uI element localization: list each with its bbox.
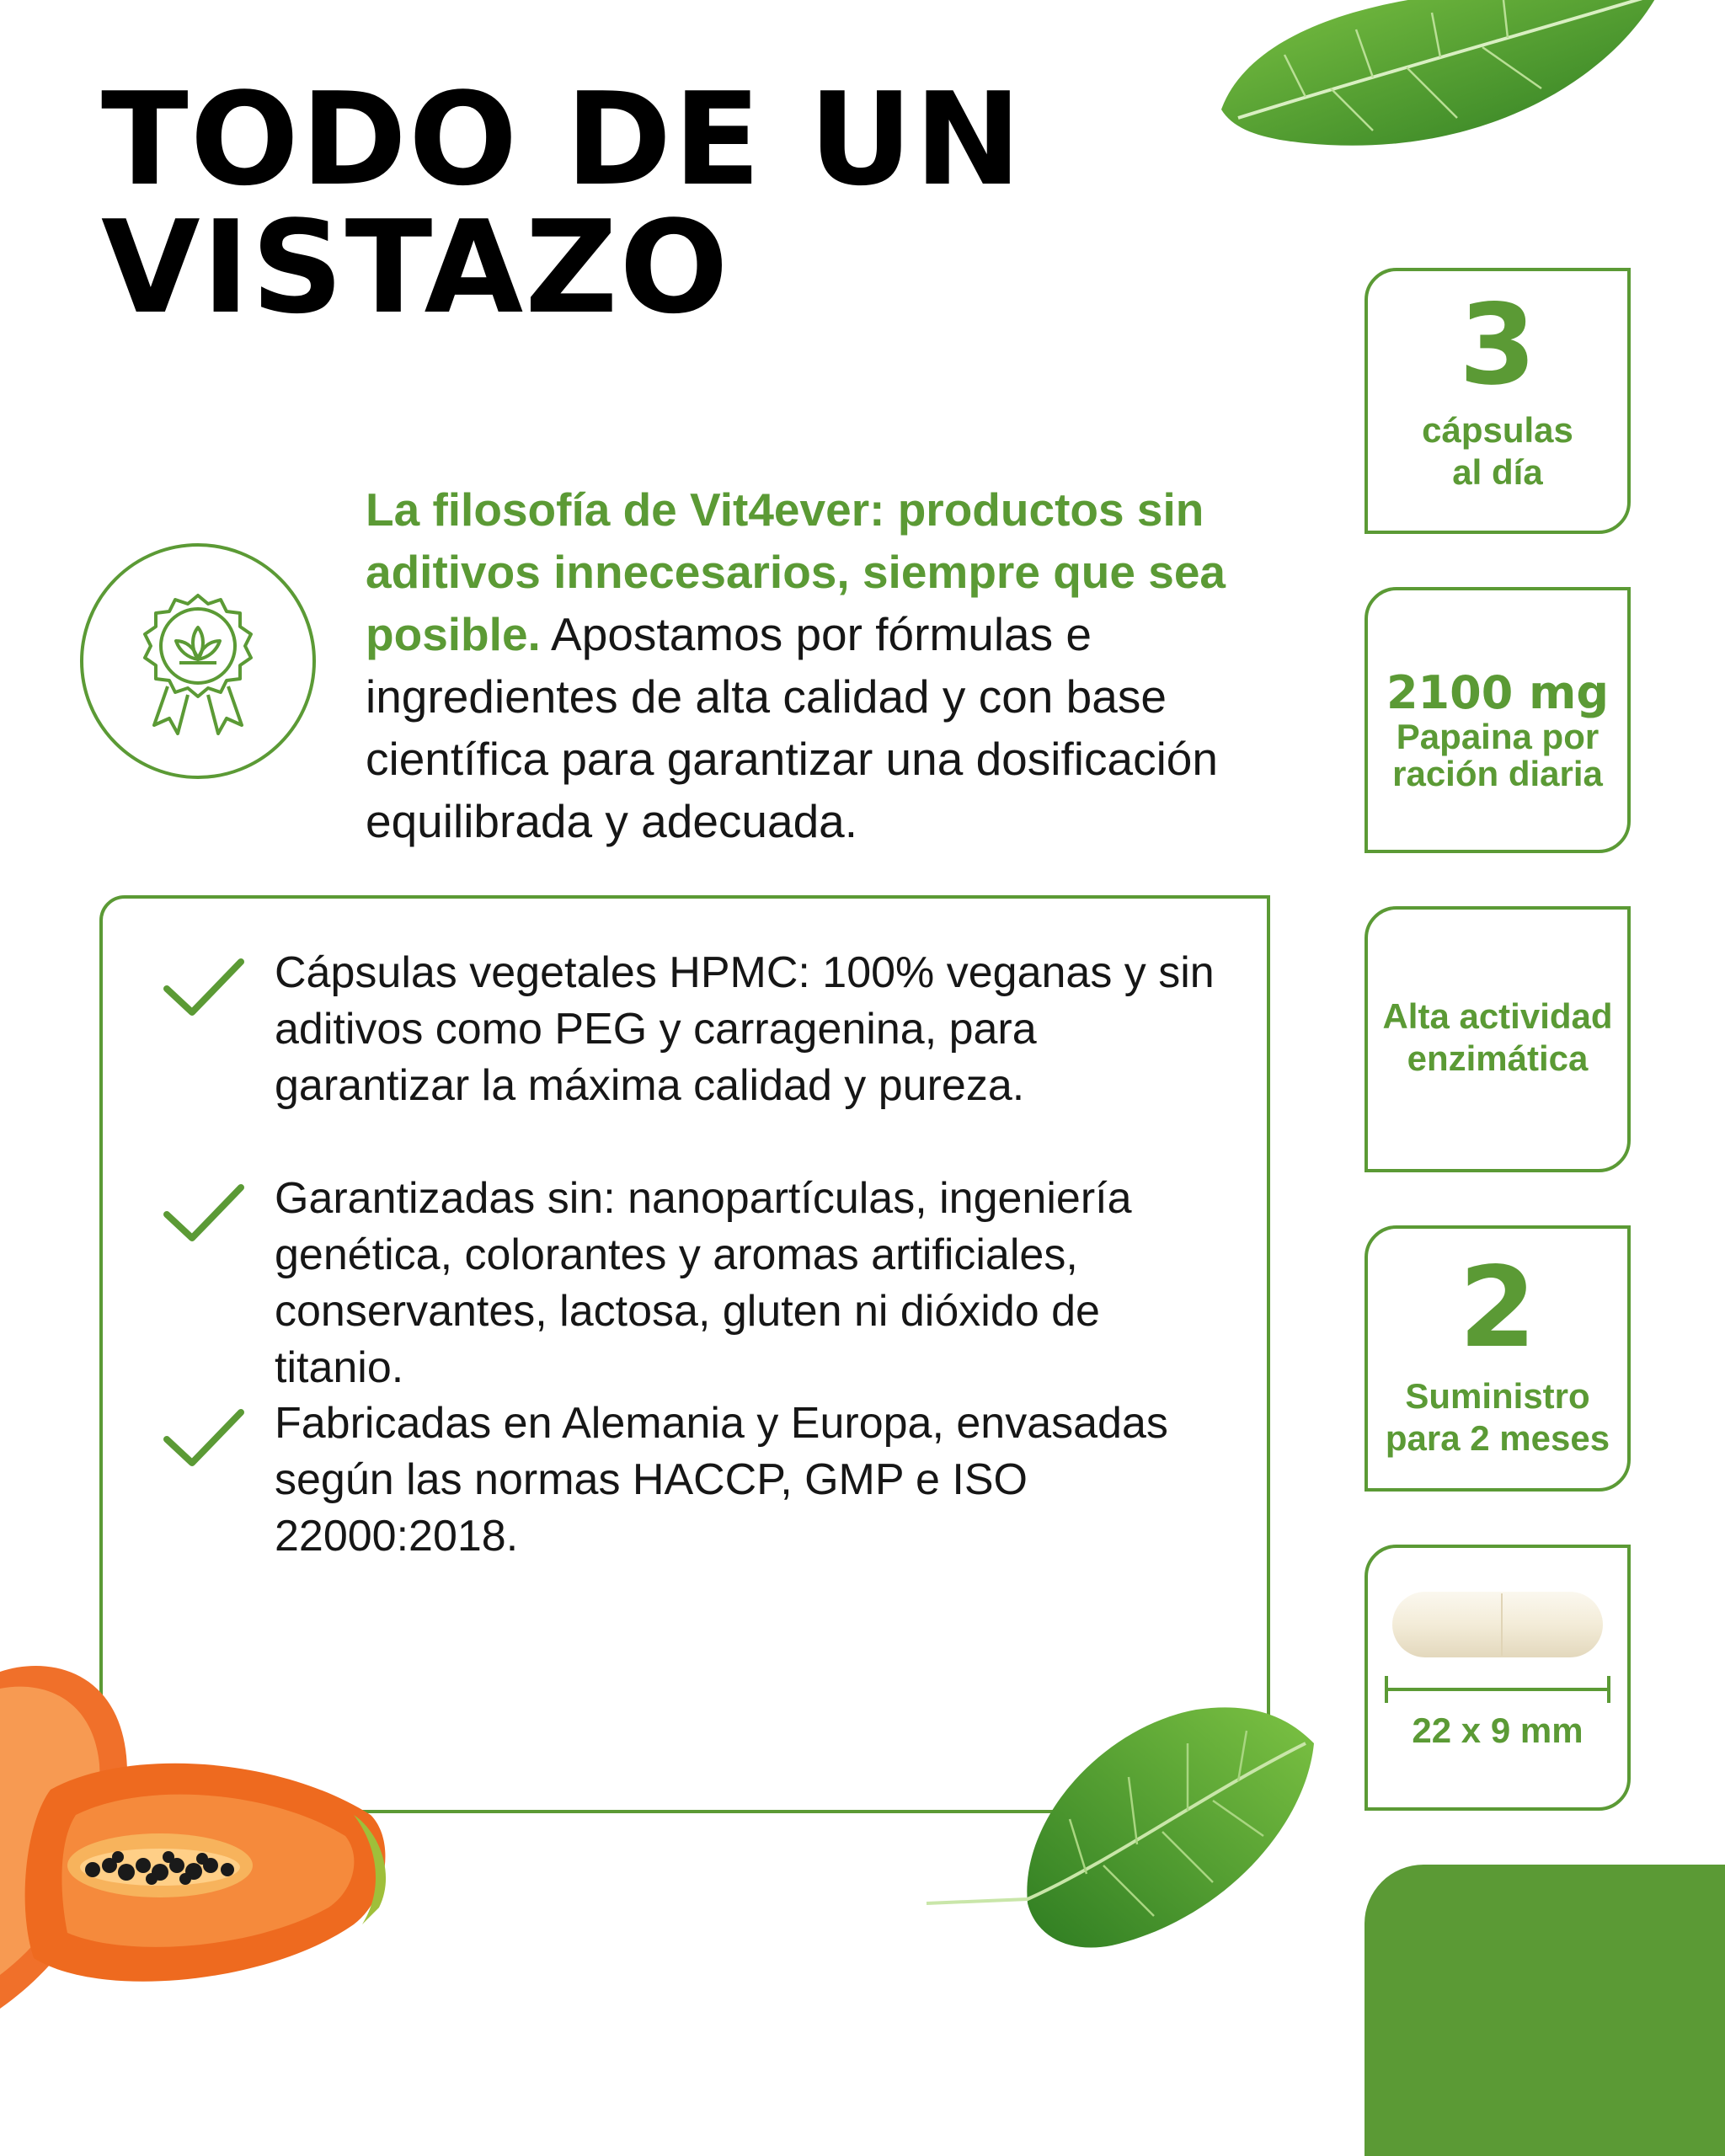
stat-label-line2: enzimática — [1407, 1038, 1589, 1078]
feature-text: Cápsulas vegetales HPMC: 100% veganas y sin aditivos como PEG y carragenina, para garantizar la máxima calidad y pureza. — [275, 948, 1215, 1110]
quality-seal-badge — [80, 543, 316, 779]
feature-item — [162, 1171, 1189, 1392]
title-line-1: TODO DE UN — [101, 65, 1023, 214]
intro-highlight: La filosofía de Vit4ever: productos sin aditivos innecesarios, siempre que sea posible. — [366, 483, 1226, 660]
capsule-icon — [1384, 1590, 1611, 1708]
intro-paragraph — [366, 478, 1242, 852]
stat-label-line1: Papaina por — [1396, 717, 1599, 756]
stat-label-line1: cápsulas — [1422, 410, 1573, 450]
stat-card-dosage — [1365, 587, 1631, 853]
stat-card-activity — [1365, 906, 1631, 1172]
papaya-image — [0, 1655, 404, 2051]
leaf-image-top — [1204, 0, 1676, 160]
green-corner-block — [1365, 1865, 1725, 2156]
stat-value: 2 — [1459, 1243, 1536, 1373]
stat-card-size — [1365, 1545, 1631, 1811]
stat-label-line1: Alta actividad — [1382, 996, 1613, 1036]
feature-item — [162, 945, 1215, 1113]
feature-text: Garantizadas sin: nanopartículas, ingeniería genética, colorantes y aromas artificiales, conservantes, lactosa, gluten ni dióxido de titanio. — [275, 1174, 1132, 1392]
stat-value: 2100 mg — [1386, 666, 1609, 719]
quality-seal-icon — [83, 547, 312, 776]
stat-label-line1: Suministro — [1405, 1376, 1590, 1416]
stat-card-supply — [1365, 1225, 1631, 1492]
stat-label-line2: para 2 meses — [1385, 1418, 1610, 1458]
check-icon — [162, 1179, 246, 1246]
stat-value: 3 — [1459, 280, 1536, 410]
intro-body: Apostamos por fórmulas e ingredientes de alta calidad y con base científica para garantizar una dosificación equilibrada y adecuada. — [366, 608, 1218, 847]
check-icon — [162, 953, 246, 1021]
leaf-image-bottom — [918, 1693, 1322, 1962]
stat-label-line2: ración diaria — [1392, 754, 1603, 793]
feature-item — [162, 1396, 1189, 1564]
check-icon — [162, 1404, 246, 1471]
title-line-2: VISTAZO — [101, 193, 730, 342]
page-title — [101, 65, 1023, 342]
feature-text: Fabricadas en Alemania y Europa, envasadas según las normas HACCP, GMP e ISO 22000:2018. — [275, 1399, 1168, 1561]
stat-label: 22 x 9 mm — [1412, 1710, 1583, 1750]
stat-label-line2: al día — [1452, 452, 1543, 492]
stat-card-capsules — [1365, 268, 1631, 534]
